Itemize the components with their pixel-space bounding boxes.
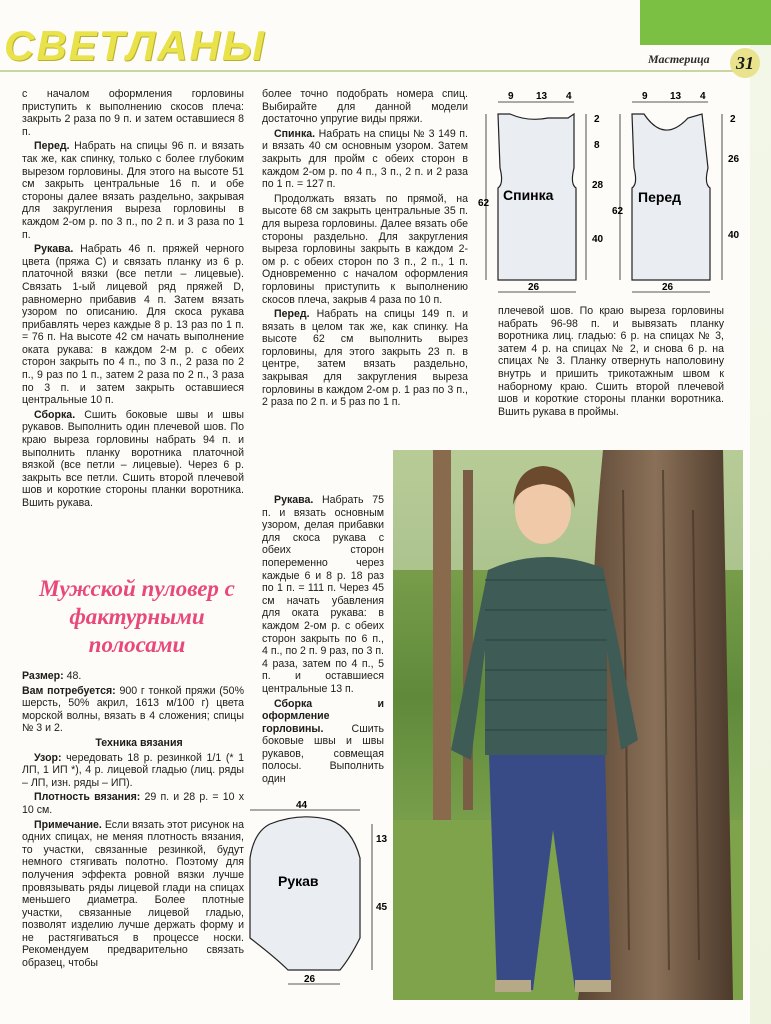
page-edge-strip [750, 45, 771, 1024]
paragraph [22, 685, 244, 735]
front-pattern-diagram [612, 88, 750, 300]
model-photo-illustration [393, 450, 743, 1000]
subheading: Техника вязания [95, 736, 183, 749]
dimension-label: 4 [566, 91, 572, 102]
paragraph [22, 409, 244, 510]
page-number: 31 [730, 48, 760, 78]
section-label: Сборка. [34, 408, 76, 421]
paragraph-text: 29 п. и 28 р. = 10 х 10 см. [22, 791, 244, 816]
dimension-label: 13 [670, 91, 682, 102]
dimension-label: 62 [478, 198, 490, 209]
dimension-label: 26 [528, 282, 540, 293]
sleeve-piece-outline [250, 817, 360, 970]
dimension-label: 40 [728, 230, 740, 241]
section-label: Рукава. [274, 494, 314, 506]
sleeve-label: Рукав [278, 873, 319, 889]
dimension-label: 62 [612, 206, 624, 217]
section-label: Перед. [34, 140, 70, 153]
column-1-bottom [22, 670, 244, 972]
header-divider [0, 70, 740, 72]
paragraph: более точно подобрать номера спиц. Выбирайте для данной модели достаточно упругие виды пряжи. [262, 88, 468, 126]
column-2 [262, 88, 468, 411]
dimension-label: 2 [730, 114, 736, 125]
dimension-label: 8 [594, 140, 600, 151]
section-label: Сборка и оформление горловины. [262, 697, 384, 735]
paragraph [262, 308, 468, 409]
section-label: Вам потребуется: [22, 684, 116, 697]
section-label: Узор: [34, 751, 62, 764]
dimension-label: 13 [536, 91, 548, 102]
column-3 [498, 305, 724, 420]
paragraph-text: Набрать на спицы № 3 149 п. и вязать 40 см основным узором. Затем закрыть для пройм с обеих сторон в каждом 2-ом р. по 4 п., 3 п., 2 п. и 2 раза по 1 п. = 127 п. [262, 127, 468, 191]
paragraph-text: Сшить боковые швы и швы рукавов. Выполнить один плечевой шов. По краю выреза горловины набрать 94 п. и выполнить планку воротника платочной вязкой (все петли – лицевые). Через 6 р. закрыть все петли. Сшить второй плечевой шов и короткие стороны планки воротника. Вшить рукава. [22, 408, 244, 509]
front-label: Перед [638, 189, 682, 205]
dimension-label: 26 [304, 974, 316, 985]
back-pattern-diagram [478, 88, 618, 300]
model-photo [393, 450, 743, 1000]
paragraph-text: Набрать на спицы 96 п. и вязать так же, как спинку, только с более глубоким вырезом горловины. Для этого на высоте 51 см закрыть центральные 16 п. и обе стороны далее вязать раздельно, закрывая для закругления выреза горловины в каждом 2-ом р. по 3 п., по 2 п. и 3 раза по 1 п. [22, 140, 244, 241]
paragraph-text: Сшить боковые швы и швы рукавов, совмещая полосы. Выполнить один [262, 722, 384, 786]
dimension-label: 45 [376, 902, 388, 913]
section-label: Примечание. [34, 818, 102, 831]
header-accent-bar [640, 0, 771, 45]
paragraph [262, 698, 384, 786]
dimension-label: 44 [296, 800, 308, 811]
paragraph-text: 900 г тонкой пряжи (50% шерсть, 50% акрил, 1613 м/100 г) цвета морской волны, вязать в 4 сложения; спицы № 3 и 2. [22, 684, 244, 735]
paragraph [22, 140, 244, 241]
column-1 [22, 88, 244, 512]
back-label: Спинка [503, 187, 554, 203]
dimension-label: 28 [592, 180, 604, 191]
dimension-label: 26 [662, 282, 674, 293]
paragraph-text: Набрать 75 п. и вязать основным узором, делая прибавки для скоса рукава с обеих сторон попеременно через каждые 6 и 8 р. 18 раз по 1 п. = 111 п. Через 45 см начать убавления для оката рукава: в каждом 2-ом р. с обеих сторон закрыть по 6 п., 4 п., по 2 п. 9 раз, по 3 п. 4 раза, затем по 4 п., 5 п. и оставшиеся центральные 13 п. [262, 494, 384, 695]
column-2-bottom [262, 494, 384, 788]
dimension-label: 13 [376, 834, 388, 845]
dimension-label: 9 [508, 91, 514, 102]
section-label: Спинка. [274, 127, 316, 140]
paragraph-text: 48. [66, 670, 82, 682]
section-label: Рукава. [34, 243, 74, 256]
page-title: СВЕТЛАНЫ [4, 22, 266, 69]
paragraph [22, 670, 244, 683]
dimension-label: 4 [700, 91, 706, 102]
paragraph [22, 791, 244, 816]
pattern-title: Мужской пуловер с фактурными полосами [39, 576, 235, 657]
paragraph [262, 494, 384, 696]
paragraph-text: Набрать на спицы 149 п. и вязать в целом так же, как спинку. На высоте 62 см выполнить вырез горловины, для этого закрыть 23 п. в центре, затем вязать раздельно, закрывая для закругления выреза горловины в каждом 2-ом р. 1 раз по 3 п., 2 раза по 2 п. и 5 раз по 1 п. [262, 308, 468, 409]
dimension-label: 26 [728, 154, 740, 165]
paragraph [22, 752, 244, 790]
paragraph [22, 243, 244, 407]
paragraph [262, 128, 468, 191]
sleeve-pattern-diagram [240, 798, 390, 998]
section-label: Перед. [274, 308, 310, 321]
paragraph: плечевой шов. По краю выреза горловины набрать 96-98 п. и вывязать планку воротника лиц. гладью: 6 р. на спицах № 3, затем 4 р. на спицах № 2, и снова 6 р. на спицах № 3. Планку отвернуть наполовину внутрь и пришить трикотажным швом к наборному краю. Сшить второй плечевой шов и короткие стороны планки воротника. Вшить рукава в проймы. [498, 305, 724, 418]
paragraph: с началом оформления горловины приступить к выполнению скосов плеча: закрыть 2 раза по 9 п. и затем оставшиеся 8 п. [22, 88, 244, 138]
paragraph-text: Если вязать этот рисунок на одних спицах, не меняя плотность вязания, то участки, связанные резинкой, будут немного стягивать полотно. Поэтому для получения эффекта ровной вязки лучше провязывать ряды лицевой глади на спицах меньшего диаметра. Более плотные участки, связанные лицевой гладью, позволят изделию лучше держать форму и не растягиваться в процессе носки. Рекомендуем предварительно связать образец, чтобы [22, 818, 244, 970]
paragraph-text: Набрать 46 п. пряжей черного цвета (пряжа С) и связать планку из 6 р. платочной вязки (все петли – лицевые). Связать 1-ый лицевой ряд пряжей D, равномерно прибавив 4 п. Затем вязать узором по описанию. Для скоса рукава прибавлять через каждые 8 р. 13 раз по 1 п. = 76 п. На высоте 42 см начать выполнение оката рукава: в каждом 2-м р. с обеих сторон закрыть по 4 п., по 3 п., 2 раза по 2 п., 9 раз по 1 п., затем 2 раза по 2 п., 3 раза по 3 п. и затем закрыть оставшиеся центральные 10 п. [22, 243, 244, 407]
paragraph: Продолжать вязать по прямой, на высоте 68 см закрыть центральные 35 п. для выреза горловины. Далее вязать обе стороны раздельно. Для закругления выреза горловины закрыть в каждом 2-ом р. с обеих сторон по 3 п., 2 п., 1 п. Одновременно с началом оформления горловины приступить к выполнению скосов плеча, закрыв 4 раза по 10 п. [262, 192, 468, 306]
magazine-name: Мастерица [648, 52, 710, 66]
section-label: Плотность вязания: [34, 791, 141, 804]
paragraph-text: чередовать 18 р. резинкой 1/1 (* 1 ЛП, 1 ИП *), 4 р. лицевой гладью (лиц. ряды – ЛП, изн. ряды – ИП). [22, 751, 244, 789]
dimension-label: 40 [592, 234, 604, 245]
dimension-label: 2 [594, 114, 600, 125]
section-label: Размер: [22, 670, 64, 682]
dimension-label: 9 [642, 91, 648, 102]
paragraph [22, 819, 244, 970]
